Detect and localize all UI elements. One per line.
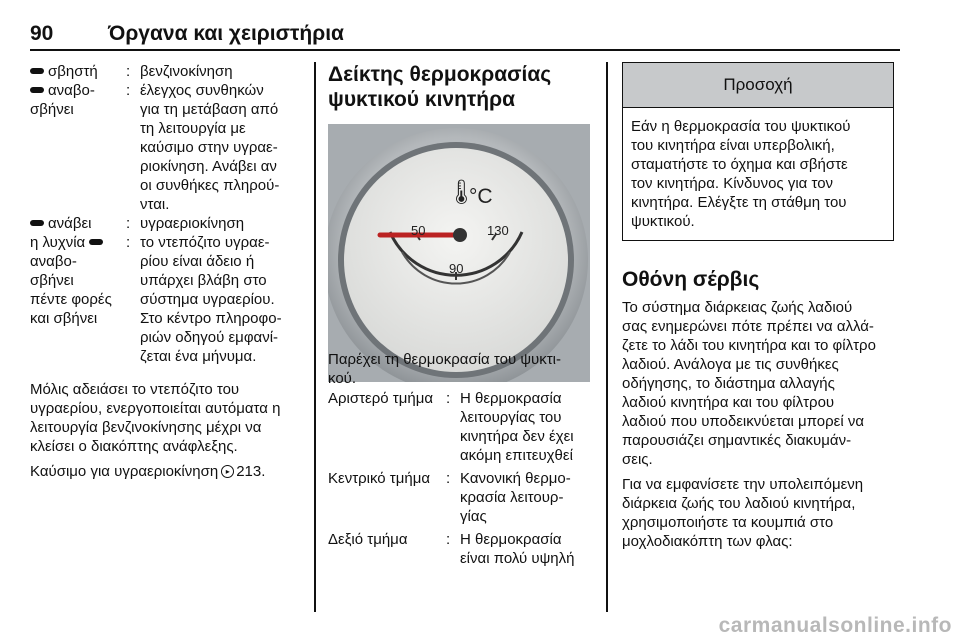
definition-desc: βενζινοκίνηση [140, 63, 233, 80]
definition-term: αναβο- σβήνει [30, 82, 95, 118]
gauge-label-mid: 90 [449, 261, 464, 276]
page-reference-icon: ▸ [221, 465, 234, 478]
definition-term: σβηστή [30, 62, 125, 81]
paragraph: Παρέχει τη θερμοκρασία του ψυκτι- κού. [328, 351, 561, 387]
coolant-temperature-gauge-image [328, 124, 590, 382]
table-row: Κεντρικό τμήμα : Κανονική θερμο- κρασία λειτουρ- γίας [328, 469, 590, 526]
table-term: Δεξιό τμήμα [328, 531, 408, 548]
definition-row: αναβο- σβήνει : έλεγχος συνθηκών για τη μετάβαση από τη λειτουργία με καύσιμο στην υγραε- ριοκίνηση. Ανάβει αν οι συνθήκες πληρού- νται. [30, 81, 305, 214]
definition-desc: το ντεπόζιτο υγραε- ρίου είναι άδειο ή υπάρχει βλάβη στο σύστημα υγραερίου. Στο κέντρο πληροφο- ριών οδηγού εμφανί- ζεται ένα μήνυμα. [140, 234, 282, 365]
indicator-lamp-icon [89, 239, 103, 245]
section-title: Οθόνη σέρβις [622, 268, 760, 291]
paragraph: Το σύστημα διάρκειας ζωής λαδιού σας ενημερώνει πότε πρέπει να αλλά- ζετε το λάδι του κινητήρα και το φίλτρο λαδιού. Ανάλογα με τις συνθήκες οδήγησης, το διάστημα αλλαγής λαδιού κινητήρα και του φίλτρου λαδιού που υποδεικνύεται μπορεί να παρουσιάζει σημαντικές διακυμάν- σεις. [622, 299, 876, 468]
page-title: Όργανα και χειριστήρια [108, 22, 344, 45]
column-coolant-gauge [328, 62, 590, 567]
table-term: Αριστερό τμήμα [328, 390, 434, 407]
gauge-range-table [328, 389, 590, 568]
column-lpg-indicator [30, 62, 305, 481]
table-row: Δεξιό τμήμα : Η θερμοκρασία είναι πολύ υψηλή [328, 530, 590, 568]
warning-text: Εάν η θερμοκρασία του ψυκτικού του κινητήρα είναι υπερβολική, σταματήστε το όχημα και σβήστε τον κινητήρα. Κίνδυνος για τον κινητήρα. Ελέγξτε τη στάθμη του ψυκτικού. [631, 118, 851, 230]
gauge-illustration [328, 124, 590, 382]
definition-row: η λυχνία αναβο- σβήνει πέντε φορές και σβήνει : το ντεπόζιτο υγραε- ρίου είναι άδειο ή υπάρχει βλάβη στο σύστημα υγραερίου. Στο κέντρο πληροφο- ριών οδηγού εμφανί- ζεται ένα μήνυμα. [30, 233, 305, 366]
definition-row: ανάβει : υγραεριοκίνηση [30, 214, 305, 233]
definition-term: ανάβει [30, 214, 125, 233]
watermark: carmanualsonline.info [718, 614, 952, 637]
table-term: Κεντρικό τμήμα [328, 470, 431, 487]
column-divider-right [606, 62, 608, 612]
table-row: Αριστερό τμήμα : Η θερμοκρασία λειτουργίας του κινητήρα δεν έχει ακόμη επιτευχθεί [328, 389, 590, 465]
cross-reference: Καύσιμο για υγραεριοκίνηση ▸ 213. [30, 463, 266, 480]
gauge-unit-label: °C [469, 185, 493, 208]
column-service-display [622, 62, 897, 551]
page-header [30, 14, 900, 52]
column-divider-left [314, 62, 316, 612]
paragraph: Μόλις αδειάσει το ντεπόζιτο του υγραερίου, ενεργοποιείται αυτόματα η λειτουργία βενζινοκίνησης μέχρι να κλείσει ο διακόπτης ανάφλεξης. [30, 381, 281, 455]
section-title: Δείκτης θερμοκρασίας ψυκτικού κινητήρα [328, 63, 552, 111]
header-rule [30, 49, 900, 51]
definition-desc: υγραεριοκίνηση [140, 215, 245, 232]
indicator-lamp-icon [30, 220, 44, 226]
gauge-label-min: 50 [411, 223, 426, 238]
table-desc: Η θερμοκρασία είναι πολύ υψηλή [460, 531, 575, 567]
warning-box [622, 62, 894, 241]
definition-desc: έλεγχος συνθηκών για τη μετάβαση από τη λειτουργία με καύσιμο στην υγραε- ριοκίνηση. Ανάβει αν οι συνθήκες πληρού- νται. [140, 82, 280, 213]
thermometer-icon: 🌡 [446, 179, 477, 206]
table-desc: Κανονική θερμο- κρασία λειτουρ- γίας [460, 470, 571, 525]
page-number: 90 [30, 22, 54, 45]
definition-term: η λυχνία αναβο- σβήνει πέντε φορές και σβήνει [30, 234, 112, 327]
indicator-lamp-icon [30, 68, 44, 74]
definition-row: σβηστή : βενζινοκίνηση [30, 62, 305, 81]
warning-title: Προσοχή [623, 63, 893, 108]
table-desc: Η θερμοκρασία λειτουργίας του κινητήρα δεν έχει ακόμη επιτευχθεί [460, 390, 574, 464]
paragraph: Για να εμφανίσετε την υπολειπόμενη διάρκεια ζωής του λαδιού κινητήρα, χρησιμοποιήστε τα κουμπιά στο μοχλοδιακόπτη των φλας: [622, 476, 864, 550]
indicator-lamp-icon [30, 87, 44, 93]
gauge-label-max: 130 [487, 223, 509, 238]
